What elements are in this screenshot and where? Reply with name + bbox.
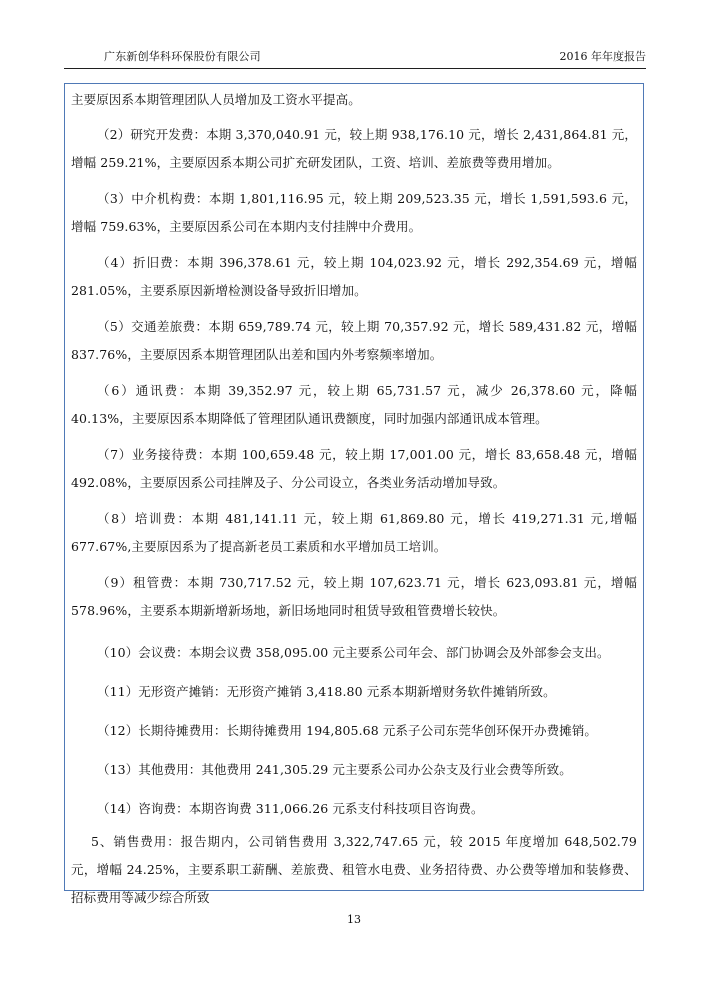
page-header	[64, 46, 646, 69]
paragraph-13: （13）其他费用：其他费用 241,305.29 元主要系公司办公杂支及行业会费等所致。	[97, 762, 572, 777]
paragraph-12: （12）长期待摊费用：长期待摊费用 194,805.68 元系子公司东莞华创环保开办费摊销。	[97, 723, 598, 738]
paragraph-15: 5、销售费用：报告期内，公司销售费用 3,322,747.65 元，较 2015 年度增加 648,502.79 元，增幅 24.25%，主要系职工薪酬、差旅费、租管水电费、业务招待费、办公费等增加和装修费、招标费用等减少综合所致	[71, 834, 637, 905]
paragraph-5: （5）交通差旅费：本期 659,789.74 元，较上期 70,357.92 元，增长 589,431.82 元，增幅 837.76%，主要原因系本期管理团队出差和国内外考察频率增加。	[71, 319, 637, 362]
content-box	[64, 83, 644, 905]
report-title: 2016 年年度报告	[559, 50, 646, 63]
paragraph-9: （9）租管费：本期 730,717.52 元，较上期 107,623.71 元，增长 623,093.81 元，增幅 578.96%，主要系本期新增新场地，新旧场地同时租赁导致租管费增长较快。	[71, 575, 637, 618]
paragraph-14: （14）咨询费：本期咨询费 311,066.26 元系支付科技项目咨询费。	[97, 801, 484, 816]
paragraph-3: （3）中介机构费：本期 1,801,116.95 元，较上期 209,523.35 元，增长 1,591,593.6 元，增幅 759.63%，主要原因系公司在本期内支付挂牌中介费用。	[71, 191, 637, 234]
paragraph-11: （11）无形资产摊销：无形资产摊销 3,418.80 元系本期新增财务软件摊销所致。	[97, 684, 556, 699]
page-number: 13	[347, 913, 361, 926]
company-name: 广东新创华科环保股份有限公司	[104, 50, 261, 63]
paragraph-10: （10）会议费：本期会议费 358,095.00 元主要系公司年会、部门协调会及外部参会支出。	[97, 645, 610, 660]
paragraph-2: （2）研究开发费：本期 3,370,040.91 元，较上期 938,176.10 元，增长 2,431,864.81 元，增幅 259.21%，主要原因系本期公司扩充研发团队，工资、培训、差旅费等费用增加。	[71, 127, 637, 170]
paragraph-6: （6）通讯费：本期 39,352.97 元，较上期 65,731.57 元，减少 26,378.60 元，降幅 40.13%，主要原因系本期降低了管理团队通讯费额度，同时加强内部通讯成本管理。	[71, 383, 637, 426]
paragraph-8: （8）培训费：本期 481,141.11 元，较上期 61,869.80 元，增长 419,271.31 元,增幅 677.67%,主要原因系为了提高新老员工素质和水平增加员工培训。	[71, 511, 637, 554]
paragraph-7: （7）业务接待费：本期 100,659.48 元，较上期 17,001.00 元，增长 83,658.48 元，增幅 492.08%，主要原因系公司挂牌及子、分公司设立，各类业务活动增加导致。	[71, 447, 637, 490]
paragraph-4: （4）折旧费：本期 396,378.61 元，较上期 104,023.92 元，增长 292,354.69 元，增幅 281.05%，主要系原因新增检测设备导致折旧增加。	[71, 255, 637, 298]
paragraph-1: 主要原因系本期管理团队人员增加及工资水平提高。	[71, 92, 361, 107]
